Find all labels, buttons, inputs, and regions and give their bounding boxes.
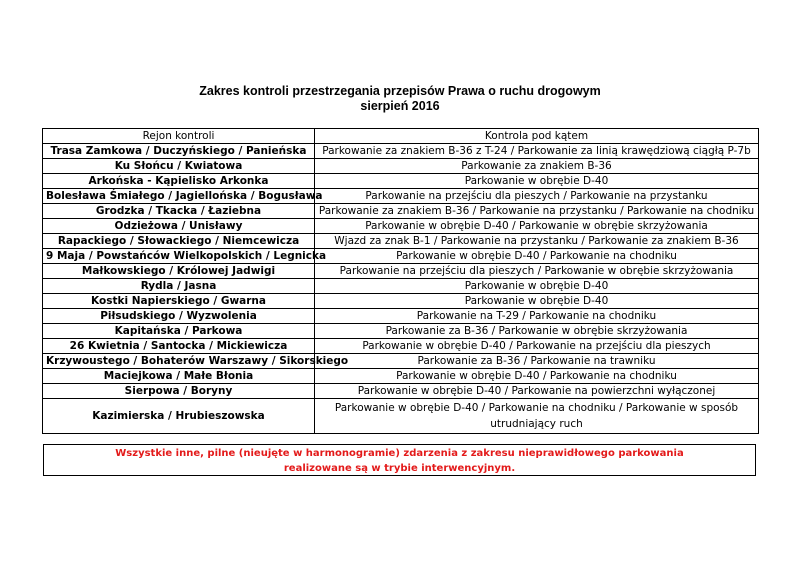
table-row xyxy=(43,204,759,219)
area-cell: Odzieżowa / Unisławy xyxy=(43,219,315,234)
table-row xyxy=(43,354,759,369)
area-cell: 26 Kwietnia / Santocka / Mickiewicza xyxy=(43,339,315,354)
table-row xyxy=(43,309,759,324)
intervention-notice xyxy=(43,444,756,476)
area-cell: Ku Słońcu / Kwiatowa xyxy=(43,159,315,174)
table-row xyxy=(43,264,759,279)
area-cell: Kostki Napierskiego / Gwarna xyxy=(43,294,315,309)
document-title: Zakres kontroli przestrzegania przepisów Prawa o ruchu drogowym xyxy=(199,84,601,98)
table-row xyxy=(43,144,759,159)
area-cell: Rydla / Jasna xyxy=(43,279,315,294)
check-cell: Parkowanie w obrębie D-40 / Parkowanie na chodniku / Parkowanie w sposób utrudniający ruch xyxy=(315,399,759,434)
check-cell: Parkowanie w obrębie D-40 / Parkowanie na przejściu dla pieszych xyxy=(315,339,759,354)
notice-line-2: realizowane są w trybie interwencyjnym. xyxy=(283,463,516,474)
area-cell: Maciejkowa / Małe Błonia xyxy=(43,369,315,384)
table-row xyxy=(43,159,759,174)
table-row xyxy=(43,324,759,339)
check-cell: Parkowanie na przejściu dla pieszych / Parkowanie na przystanku xyxy=(315,189,759,204)
area-cell: Kazimierska / Hrubieszowska xyxy=(43,399,315,434)
area-cell: Piłsudskiego / Wyzwolenia xyxy=(43,309,315,324)
check-cell: Wjazd za znak B-1 / Parkowanie na przystanku / Parkowanie za znakiem B-36 xyxy=(315,234,759,249)
table-header-row xyxy=(43,129,759,144)
area-cell: Grodzka / Tkacka / Łaziebna xyxy=(43,204,315,219)
area-cell: Rapackiego / Słowackiego / Niemcewicza xyxy=(43,234,315,249)
table-row xyxy=(43,294,759,309)
check-cell: Parkowanie na przejściu dla pieszych / Parkowanie w obrębie skrzyżowania xyxy=(315,264,759,279)
notice-line-1: Wszystkie inne, pilne (nieujęte w harmonogramie) zdarzenia z zakresu nieprawidłowego parkowania xyxy=(115,448,684,459)
table-row xyxy=(43,279,759,294)
check-cell: Parkowanie w obrębie D-40 / Parkowanie na chodniku xyxy=(315,369,759,384)
check-cell: Parkowanie w obrębie D-40 / Parkowanie w obrębie skrzyżowania xyxy=(315,219,759,234)
check-cell: Parkowanie za znakiem B-36 z T-24 / Parkowanie za linią krawędziową ciągłą P-7b xyxy=(315,144,759,159)
check-cell: Parkowanie za B-36 / Parkowanie w obrębie skrzyżowania xyxy=(315,324,759,339)
area-cell: Trasa Zamkowa / Duczyńskiego / Panieńska xyxy=(43,144,315,159)
table-row xyxy=(43,189,759,204)
area-cell: Krzywoustego / Bohaterów Warszawy / Sikorskiego xyxy=(43,354,315,369)
area-cell: Kapitańska / Parkowa xyxy=(43,324,315,339)
column-header-area: Rejon kontroli xyxy=(43,129,315,144)
area-cell: Arkońska - Kąpielisko Arkonka xyxy=(43,174,315,189)
control-schedule-table xyxy=(42,128,759,434)
document-subtitle-month: sierpień 2016 xyxy=(360,99,440,113)
check-cell: Parkowanie w obrębie D-40 xyxy=(315,294,759,309)
table-row xyxy=(43,384,759,399)
table-row xyxy=(43,219,759,234)
table-row xyxy=(43,234,759,249)
area-cell: Bolesława Śmiałego / Jagiellońska / Bogusława xyxy=(43,189,315,204)
table-row xyxy=(43,249,759,264)
check-cell: Parkowanie w obrębie D-40 / Parkowanie na chodniku xyxy=(315,249,759,264)
check-cell: Parkowanie w obrębie D-40 xyxy=(315,279,759,294)
column-header-check: Kontrola pod kątem xyxy=(315,129,759,144)
table-row xyxy=(43,174,759,189)
check-cell: Parkowanie w obrębie D-40 / Parkowanie na powierzchni wyłączonej xyxy=(315,384,759,399)
check-cell: Parkowanie w obrębie D-40 xyxy=(315,174,759,189)
area-cell: 9 Maja / Powstańców Wielkopolskich / Legnicka xyxy=(43,249,315,264)
check-cell: Parkowanie za znakiem B-36 / Parkowanie na przystanku / Parkowanie na chodniku xyxy=(315,204,759,219)
table-row xyxy=(43,339,759,354)
check-cell: Parkowanie za znakiem B-36 xyxy=(315,159,759,174)
area-cell: Małkowskiego / Królowej Jadwigi xyxy=(43,264,315,279)
check-cell: Parkowanie na T-29 / Parkowanie na chodniku xyxy=(315,309,759,324)
check-cell: Parkowanie za B-36 / Parkowanie na trawniku xyxy=(315,354,759,369)
area-cell: Sierpowa / Boryny xyxy=(43,384,315,399)
table-row xyxy=(43,369,759,384)
table-row xyxy=(43,399,759,434)
